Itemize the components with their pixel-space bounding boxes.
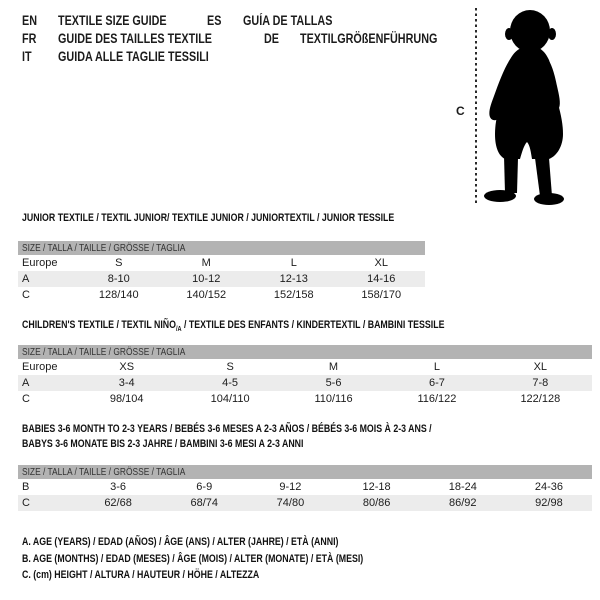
junior-table-title-text: JUNIOR TEXTILE / TEXTIL JUNIOR/ TEXTILE JUNIOR / JUNIORTEXTIL / JUNIOR TESSILE xyxy=(22,212,395,224)
title-part: / TEXTILE DES ENFANTS / KINDERTEXTIL / BAMBINI TESSILE xyxy=(181,319,445,331)
table-row xyxy=(18,391,592,407)
legend-line-a xyxy=(22,534,449,551)
table-cell: S xyxy=(115,257,123,269)
table-cell: 62/68 xyxy=(104,497,132,509)
size-header-text: SIZE / TALLA / TAILLE / GRÖSSE / TAGLIA xyxy=(22,346,186,358)
children-size-table xyxy=(18,345,592,407)
junior-size-table xyxy=(18,241,425,303)
table-cell: 5-6 xyxy=(325,377,342,389)
size-header-text: SIZE / TALLA / TAILLE / GRÖSSE / TAGLIA xyxy=(22,242,186,254)
table-cell: 140/152 xyxy=(186,289,227,301)
language-row xyxy=(22,13,167,30)
language-label: TEXTILE SIZE GUIDE xyxy=(58,13,167,28)
legend-line-b xyxy=(22,551,449,568)
language-code: FR xyxy=(22,31,37,46)
language-code: EN xyxy=(22,13,38,28)
table-cell: L xyxy=(433,361,440,373)
junior-table-title xyxy=(22,212,487,224)
language-row xyxy=(264,31,437,48)
table-cell: 9-12 xyxy=(279,481,302,493)
table-cell: 68/74 xyxy=(190,497,219,509)
table-cell: 104/110 xyxy=(210,393,250,405)
table-cell: 6-7 xyxy=(428,377,445,389)
babies-size-table xyxy=(18,465,592,511)
table-cell: 98/104 xyxy=(109,393,144,405)
language-label: GUÍA DE TALLAS xyxy=(243,13,333,28)
row-label: C xyxy=(22,497,30,509)
language-code: ES xyxy=(207,13,222,28)
table-row xyxy=(18,255,425,271)
language-row xyxy=(207,13,332,30)
baby-silhouette-icon xyxy=(483,6,573,206)
table-cell: 3-4 xyxy=(118,377,135,389)
children-table-title xyxy=(22,319,550,333)
legend xyxy=(22,534,449,584)
legend-text: C. (cm) HEIGHT / ALTURA / HAUTEUR / HÖHE / ALTEZZA xyxy=(22,569,260,581)
table-cell: 6-9 xyxy=(196,481,213,493)
table-row xyxy=(18,271,425,287)
row-label: B xyxy=(22,481,30,493)
table-cell: 86/92 xyxy=(449,497,477,509)
table-cell: 10-12 xyxy=(192,273,221,285)
row-label: A xyxy=(22,273,30,285)
table-cell: L xyxy=(290,257,297,269)
babies-table-title-line1 xyxy=(22,423,534,435)
table-cell: 74/80 xyxy=(276,497,305,509)
row-label: A xyxy=(22,377,30,389)
table-cell: 12-13 xyxy=(279,273,308,285)
table-row xyxy=(18,359,592,375)
table-cell: 80/86 xyxy=(362,497,391,509)
table-cell: 158/170 xyxy=(361,289,402,301)
table-cell: S xyxy=(226,361,234,373)
legend-line-c xyxy=(22,567,449,584)
table-cell: 116/122 xyxy=(417,393,457,405)
table-cell: 92/98 xyxy=(535,497,563,509)
table-row xyxy=(18,479,592,495)
language-code: IT xyxy=(22,49,32,64)
table-cell: 110/116 xyxy=(314,393,353,405)
table-row xyxy=(18,375,592,391)
table-cell: 24-36 xyxy=(534,481,564,493)
table-cell: 14-16 xyxy=(367,273,396,285)
size-header-bar xyxy=(18,345,592,359)
table-cell: 7-8 xyxy=(532,377,549,389)
size-header-bar xyxy=(18,465,592,479)
height-dashed-line-icon xyxy=(475,8,477,204)
table-cell: 128/140 xyxy=(98,289,139,301)
table-cell: XL xyxy=(374,257,388,269)
table-cell: M xyxy=(328,361,339,373)
table-cell: XL xyxy=(533,361,548,373)
height-label: C xyxy=(456,104,465,118)
row-label: Europe xyxy=(22,361,58,373)
row-label: C xyxy=(22,289,30,301)
title-subscript: /A xyxy=(175,326,182,334)
table-cell: XS xyxy=(119,361,135,373)
table-row xyxy=(18,495,592,511)
table-cell: M xyxy=(201,257,211,269)
size-header-text: SIZE / TALLA / TAILLE / GRÖSSE / TAGLIA xyxy=(22,466,186,478)
language-row xyxy=(22,31,212,48)
table-cell: 8-10 xyxy=(107,273,130,285)
table-cell: 3-6 xyxy=(110,481,127,493)
size-header-bar xyxy=(18,241,425,255)
legend-text: B. AGE (MONTHS) / EDAD (MESES) / ÂGE (MOIS) / ALTER (MONATE) / ETÀ (MESI) xyxy=(22,552,364,565)
babies-table-title-line2 xyxy=(22,438,374,450)
children-table-title-text xyxy=(22,319,444,333)
title-part: CHILDREN'S TEXTILE / TEXTIL NIÑO xyxy=(22,319,176,331)
language-label: GUIDA ALLE TAGLIE TESSILI xyxy=(58,49,209,64)
language-row xyxy=(22,49,209,66)
language-label: TEXTILGRÖßENFÜHRUNG xyxy=(299,31,438,46)
table-cell: 18-24 xyxy=(448,481,477,493)
babies-table-title-text: BABIES 3-6 MONTH TO 2-3 YEARS / BEBÉS 3-6 MESES A 2-3 AÑOS / BÉBÉS 3-6 MOIS À 2-3 ANS / xyxy=(22,423,432,435)
legend-text: A. AGE (YEARS) / EDAD (AÑOS) / ÂGE (ANS) / ALTER (JAHRE) / ETÀ (ANNI) xyxy=(22,536,339,548)
language-label: GUIDE DES TAILLES TEXTILE xyxy=(58,31,213,46)
table-row xyxy=(18,287,425,303)
table-cell: 122/128 xyxy=(520,393,561,405)
row-label: Europe xyxy=(22,257,58,269)
table-cell: 152/158 xyxy=(273,289,314,301)
table-cell: 4-5 xyxy=(222,377,239,389)
row-label: C xyxy=(22,393,30,405)
table-cell: 12-18 xyxy=(362,481,391,493)
language-code: DE xyxy=(263,31,279,46)
babies-table-title-text: BABYS 3-6 MONATE BIS 2-3 JAHRE / BAMBINI 3-6 MESI A 2-3 ANNI xyxy=(22,438,304,450)
